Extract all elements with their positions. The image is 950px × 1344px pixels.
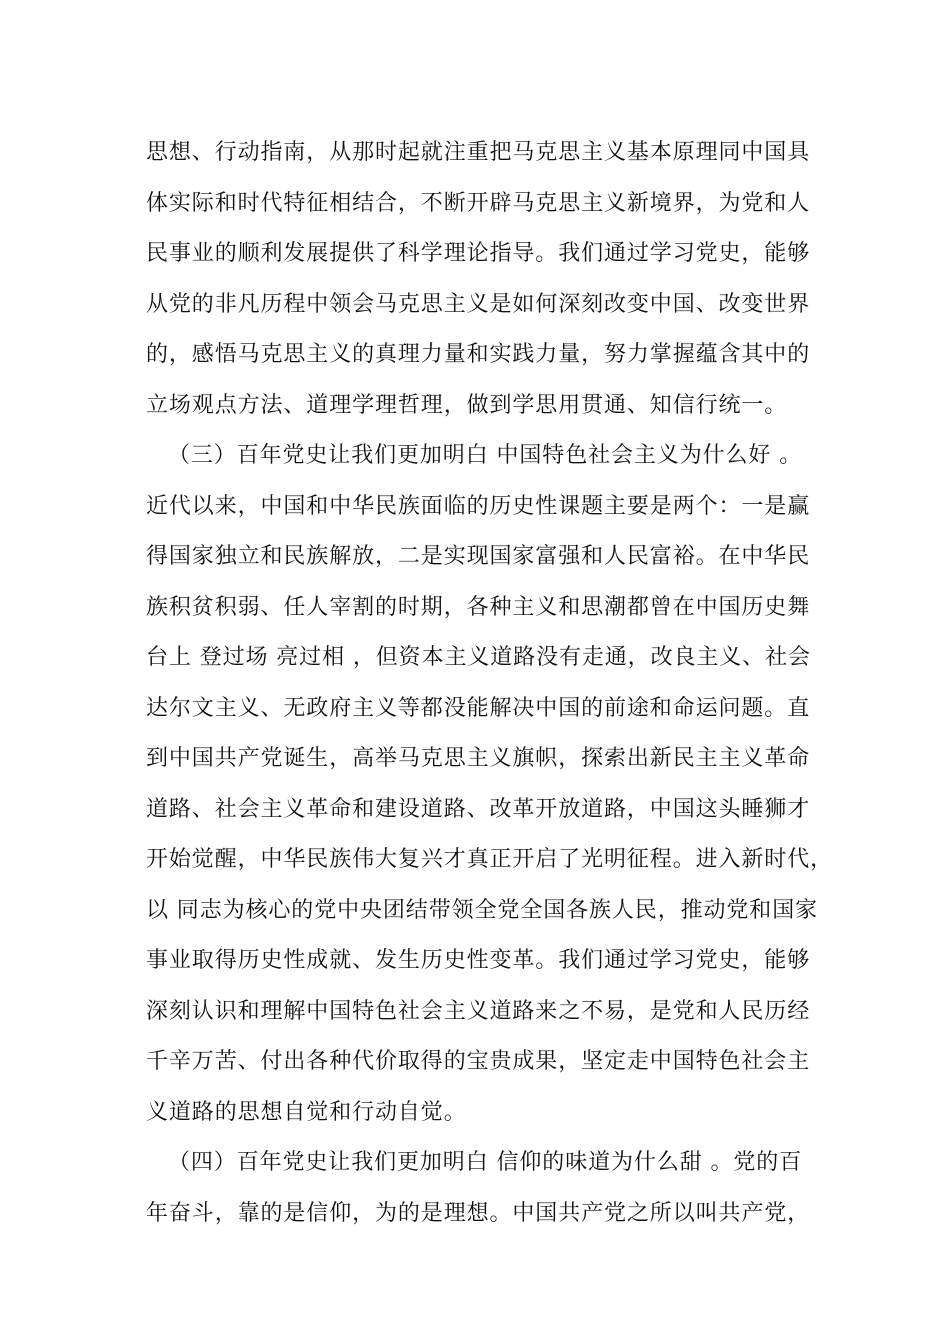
text-line: 千辛万苦、付出各种代价取得的宝贵成果，坚定走中国特色社会主 — [146, 1049, 811, 1074]
text-line: 的，感悟马克思主义的真理力量和实践力量，努力掌握蕴含其中的 — [146, 342, 811, 367]
text-line: 近代以来，中国和中华民族面临的历史性课题主要是两个：一是赢 — [146, 493, 811, 519]
text-line: 从党的非凡历程中领会马克思主义是如何深刻改变中国、改变世界 — [146, 291, 811, 317]
text-line: 以 同志为核心的党中央团结带领全党全国各族人民，推动党和国家 — [146, 897, 818, 923]
text-line: 年奋斗，靠的是信仰，为的是理想。中国共产党之所以叫共产党， — [146, 1200, 811, 1226]
text-line: 开始觉醒，中华民族伟大复兴才真正开启了光明征程。进入新时代， — [146, 847, 834, 872]
text-line: 族积贫积弱、任人宰割的时期，各种主义和思潮都曾在中国历史舞 — [146, 594, 811, 620]
text-line: 深刻认识和理解中国特色社会主义道路来之不易，是党和人民历经 — [146, 998, 811, 1024]
text-line: 民事业的顺利发展提供了科学理论指导。我们通过学习党史，能够 — [146, 241, 811, 266]
section-heading-line: （四）百年党史让我们更加明白 信仰的味道为什么甜 。党的百 — [168, 1150, 803, 1175]
text-line: 义道路的思想自觉和行动自觉。 — [146, 1099, 467, 1125]
text-line: 台上 登过场 亮过相 ，但资本主义道路没有走通，改良主义、社会 — [146, 645, 811, 670]
section-heading-line: （三）百年党史让我们更加明白 中国特色社会主义为什么好 。 — [168, 443, 803, 468]
body-text — [146, 128, 834, 1239]
text-line: 到中国共产党诞生，高举马克思主义旗帜，探索出新民主主义革命 — [146, 746, 811, 771]
text-line: 得国家独立和民族解放，二是实现国家富强和人民富裕。在中华民 — [146, 544, 811, 569]
text-line: 事业取得历史性成就、发生历史性变革。我们通过学习党史，能够 — [146, 948, 811, 973]
text-line: 达尔文主义、无政府主义等都没能解决中国的前途和命运问题。直 — [146, 695, 811, 721]
text-line: 体实际和时代特征相结合，不断开辟马克思主义新境界，为党和人 — [146, 190, 811, 216]
text-line: 思想、行动指南，从那时起就注重把马克思主义基本原理同中国具 — [146, 140, 811, 165]
text-line: 道路、社会主义革命和建设道路、改革开放道路，中国这头睡狮才 — [146, 796, 811, 822]
text-line: 立场观点方法、道理学理哲理，做到学思用贯通、知信行统一。 — [146, 392, 788, 418]
